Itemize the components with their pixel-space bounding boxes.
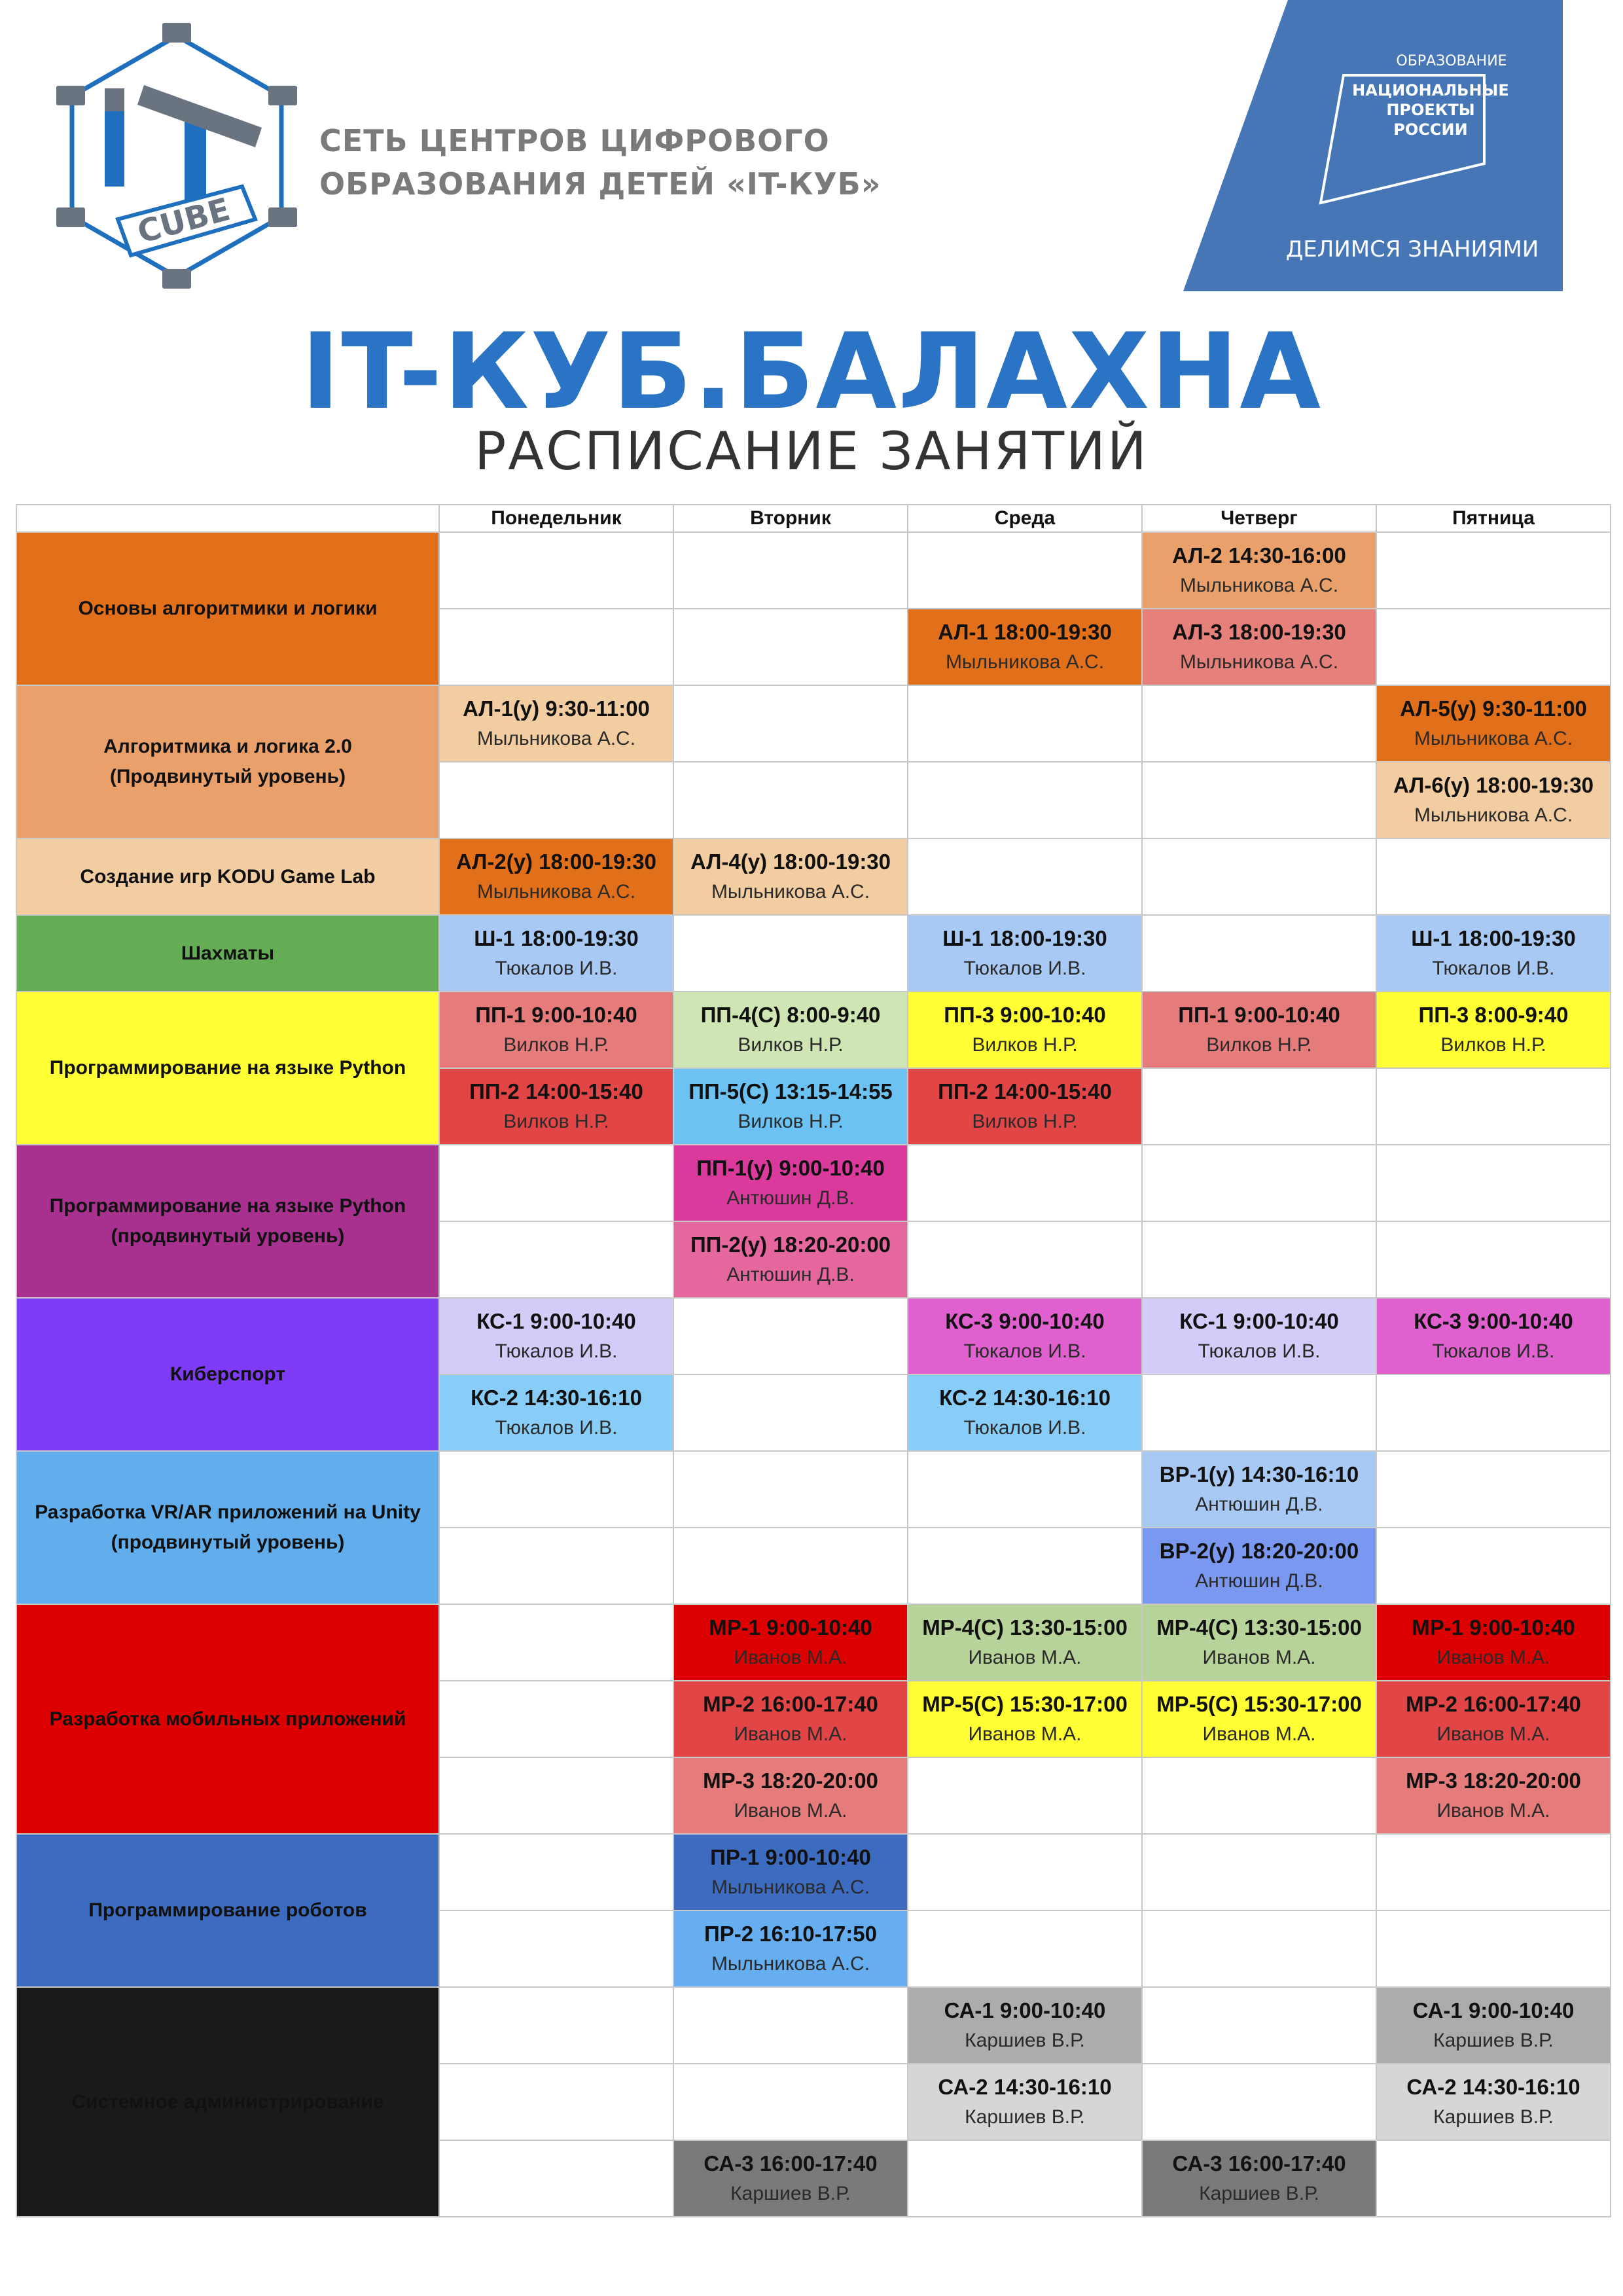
class-group-time: ПР-2 16:10-17:50 (704, 1921, 878, 1946)
subject-cell: Алгоритмика и логика 2.0 (Продвинутый уровень) (16, 685, 439, 838)
class-group-time: ПП-3 8:00-9:40 (1418, 1002, 1569, 1027)
class-teacher: Тюкалов И.В. (1432, 1340, 1555, 1362)
schedule-row (16, 915, 1611, 992)
class-group-time: МР-2 16:00-17:40 (1406, 1691, 1581, 1716)
empty-slot (908, 1451, 1142, 1528)
empty-slot (1142, 915, 1376, 992)
class-slot (908, 1604, 1142, 1681)
empty-slot (439, 762, 673, 838)
empty-slot (908, 1145, 1142, 1221)
class-teacher: Иванов М.А. (734, 1723, 847, 1745)
schedule-header-row (16, 505, 1611, 532)
schedule-row (16, 1451, 1611, 1528)
empty-slot (1142, 1910, 1376, 1987)
class-group-time: КС-1 9:00-10:40 (476, 1308, 636, 1333)
empty-slot (673, 1528, 908, 1604)
empty-slot (1142, 1987, 1376, 2064)
class-slot (439, 1374, 673, 1451)
class-slot (908, 1298, 1142, 1374)
class-teacher: Вилков Н.Р. (503, 1110, 609, 1132)
class-group-time: СА-2 14:30-16:10 (938, 2074, 1112, 2099)
class-slot (673, 1068, 908, 1145)
class-group-time: СА-3 16:00-17:40 (704, 2151, 878, 2176)
class-group-time: КС-3 9:00-10:40 (945, 1308, 1105, 1333)
class-group-time: ПП-2(у) 18:20-20:00 (690, 1232, 891, 1257)
class-slot (1376, 762, 1611, 838)
empty-slot (439, 1757, 673, 1834)
empty-slot (908, 1528, 1142, 1604)
class-teacher: Вилков Н.Р. (1440, 1033, 1546, 1056)
class-group-time: ПП-1(у) 9:00-10:40 (696, 1155, 885, 1180)
empty-slot (908, 685, 1142, 762)
schedule-row (16, 1298, 1611, 1374)
empty-slot (439, 609, 673, 685)
empty-slot (439, 1681, 673, 1757)
subject-cell: Шахматы (16, 915, 439, 992)
class-group-time: ПП-2 14:00-15:40 (469, 1079, 643, 1103)
class-slot (673, 838, 908, 915)
logo-text: CUBE (134, 190, 234, 251)
class-teacher: Мыльникова А.С. (711, 880, 870, 903)
empty-slot (1142, 1757, 1376, 1834)
schedule-row (16, 685, 1611, 762)
class-slot (439, 1068, 673, 1145)
class-teacher: Мыльникова А.С. (1179, 574, 1339, 596)
it-cube-logo (46, 23, 308, 301)
class-group-time: ПП-5(С) 13:15-14:55 (688, 1079, 893, 1103)
class-slot (1376, 1604, 1611, 1681)
schedule-row (16, 1604, 1611, 1681)
banner-project-line3: РОССИИ (1393, 120, 1468, 139)
class-slot (908, 1068, 1142, 1145)
class-slot (1142, 2140, 1376, 2217)
page-title: IT-КУБ.БАЛАХНА (300, 310, 1323, 433)
schedule-body (16, 532, 1611, 2217)
day-header: Понедельник (439, 505, 673, 532)
empty-slot (673, 1298, 908, 1374)
class-teacher: Иванов М.А. (1436, 1799, 1550, 1821)
class-slot (908, 915, 1142, 992)
empty-slot (673, 762, 908, 838)
class-slot (1142, 992, 1376, 1068)
class-slot (673, 1681, 908, 1757)
empty-slot (439, 2064, 673, 2140)
empty-slot (1142, 1374, 1376, 1451)
empty-slot (673, 2064, 908, 2140)
empty-slot (1376, 609, 1611, 685)
subject-cell: Разработка мобильных приложений (16, 1604, 439, 1834)
empty-slot (1142, 685, 1376, 762)
class-slot (1376, 1757, 1611, 1834)
empty-slot (1376, 1068, 1611, 1145)
class-slot (1142, 1681, 1376, 1757)
class-group-time: АЛ-1(у) 9:30-11:00 (463, 696, 650, 721)
empty-slot (673, 532, 908, 609)
class-group-time: МР-4(С) 13:30-15:00 (1156, 1615, 1362, 1640)
class-teacher: Иванов М.А. (734, 1799, 847, 1821)
empty-slot (1376, 1834, 1611, 1910)
subject-cell: Системное администрирование (16, 1987, 439, 2217)
class-slot (1376, 2064, 1611, 2140)
class-teacher: Иванов М.А. (968, 1646, 1082, 1668)
class-slot (908, 992, 1142, 1068)
empty-slot (908, 762, 1142, 838)
schedule-row (16, 1145, 1611, 1221)
subject-cell: Создание игр KODU Game Lab (16, 838, 439, 915)
class-slot (1142, 1451, 1376, 1528)
class-group-time: ВР-1(у) 14:30-16:10 (1159, 1462, 1359, 1486)
empty-slot (1142, 1221, 1376, 1298)
empty-slot (1142, 1068, 1376, 1145)
empty-slot (439, 1604, 673, 1681)
class-teacher: Мыльникова А.С. (476, 727, 636, 749)
class-group-time: МР-5(С) 15:30-17:00 (1156, 1691, 1362, 1716)
class-group-time: АЛ-1 18:00-19:30 (938, 619, 1112, 644)
empty-slot (439, 1910, 673, 1987)
class-group-time: АЛ-5(у) 9:30-11:00 (1400, 696, 1587, 721)
empty-slot (673, 1987, 908, 2064)
class-slot (1142, 609, 1376, 685)
subject-cell: Программирование на языке Python (продвинутый уровень) (16, 1145, 439, 1298)
class-group-time: ПП-1 9:00-10:40 (475, 1002, 637, 1027)
empty-slot (908, 1757, 1142, 1834)
class-teacher: Тюкалов И.В. (1432, 957, 1555, 979)
class-group-time: СА-1 9:00-10:40 (944, 1998, 1106, 2022)
empty-slot (1142, 1834, 1376, 1910)
class-teacher: Каршиев В.Р. (730, 2182, 851, 2204)
network-title-line1: СЕТЬ ЦЕНТРОВ ЦИФРОВОГО (319, 123, 830, 158)
class-group-time: ПП-3 9:00-10:40 (944, 1002, 1106, 1027)
class-teacher: Иванов М.А. (1202, 1723, 1316, 1745)
class-slot (908, 1681, 1142, 1757)
class-group-time: ПП-2 14:00-15:40 (938, 1079, 1112, 1103)
class-slot (439, 838, 673, 915)
class-teacher: Мыльникова А.С. (711, 1952, 870, 1975)
class-teacher: Каршиев В.Р. (965, 2029, 1085, 2051)
empty-slot (1376, 1528, 1611, 1604)
class-slot (1376, 685, 1611, 762)
empty-slot (1376, 2140, 1611, 2217)
empty-slot (908, 1910, 1142, 1987)
class-teacher: Иванов М.А. (1436, 1723, 1550, 1745)
class-teacher: Антюшин Д.В. (1195, 1570, 1323, 1592)
class-slot (673, 1145, 908, 1221)
empty-slot (439, 2140, 673, 2217)
class-teacher: Иванов М.А. (1436, 1646, 1550, 1668)
class-group-time: МР-5(С) 15:30-17:00 (922, 1691, 1128, 1716)
class-slot (439, 685, 673, 762)
empty-slot (1376, 1910, 1611, 1987)
class-slot (1376, 915, 1611, 992)
class-teacher: Мыльникова А.С. (945, 651, 1105, 673)
empty-slot (439, 1221, 673, 1298)
empty-slot (1376, 1451, 1611, 1528)
class-group-time: МР-1 9:00-10:40 (1412, 1615, 1575, 1640)
empty-slot (908, 838, 1142, 915)
class-teacher: Вилков Н.Р. (503, 1033, 609, 1056)
banner-project-line2: ПРОЕКТЫ (1386, 101, 1475, 119)
class-slot (908, 2064, 1142, 2140)
empty-slot (439, 1145, 673, 1221)
class-slot (673, 2140, 908, 2217)
class-slot (908, 1987, 1142, 2064)
empty-slot (439, 1451, 673, 1528)
class-teacher: Мыльникова А.С. (1414, 804, 1573, 826)
schedule-row (16, 838, 1611, 915)
class-group-time: КС-2 14:30-16:10 (939, 1385, 1111, 1410)
empty-slot (908, 2140, 1142, 2217)
class-group-time: АЛ-3 18:00-19:30 (1172, 619, 1346, 644)
empty-slot (1376, 1145, 1611, 1221)
empty-slot (1376, 532, 1611, 609)
class-teacher: Каршиев В.Р. (1199, 2182, 1319, 2204)
schedule-row (16, 992, 1611, 1068)
class-group-time: МР-1 9:00-10:40 (709, 1615, 872, 1640)
class-group-time: КС-2 14:30-16:10 (471, 1385, 642, 1410)
empty-slot (1376, 1374, 1611, 1451)
empty-slot (673, 915, 908, 992)
class-slot (1142, 1604, 1376, 1681)
banner-top-label: ОБРАЗОВАНИЕ (1396, 53, 1507, 69)
header-subject-cell (16, 505, 439, 532)
empty-slot (673, 685, 908, 762)
class-slot (908, 1374, 1142, 1451)
empty-slot (1142, 762, 1376, 838)
class-slot (673, 1221, 908, 1298)
day-header: Среда (908, 505, 1142, 532)
national-projects-banner (1183, 0, 1563, 291)
empty-slot (1142, 1145, 1376, 1221)
class-teacher: Тюкалов И.В. (963, 957, 1086, 979)
class-group-time: МР-4(С) 13:30-15:00 (922, 1615, 1128, 1640)
class-teacher: Вилков Н.Р. (972, 1033, 1078, 1056)
subject-cell: Разработка VR/AR приложений на Unity (продвинутый уровень) (16, 1451, 439, 1604)
class-teacher: Тюкалов И.В. (963, 1340, 1086, 1362)
empty-slot (673, 1374, 908, 1451)
class-teacher: Мыльникова А.С. (711, 1876, 870, 1898)
class-slot (1142, 1298, 1376, 1374)
class-teacher: Антюшин Д.В. (726, 1263, 855, 1285)
class-group-time: АЛ-2(у) 18:00-19:30 (455, 849, 657, 874)
class-group-time: ПП-4(С) 8:00-9:40 (700, 1002, 881, 1027)
class-teacher: Мыльникова А.С. (1414, 727, 1573, 749)
class-group-time: АЛ-6(у) 18:00-19:30 (1393, 772, 1594, 797)
class-slot (439, 915, 673, 992)
empty-slot (673, 609, 908, 685)
class-group-time: СА-3 16:00-17:40 (1172, 2151, 1346, 2176)
subject-cell: Программирование роботов (16, 1834, 439, 1987)
class-slot (439, 1298, 673, 1374)
class-slot (673, 1910, 908, 1987)
class-group-time: Ш-1 18:00-19:30 (1411, 925, 1576, 950)
banner-project-line1: НАЦИОНАЛЬНЫЕ (1352, 81, 1509, 99)
network-title (319, 119, 908, 206)
class-slot (1376, 992, 1611, 1068)
class-teacher: Каршиев В.Р. (965, 2106, 1085, 2128)
class-group-time: ПП-1 9:00-10:40 (1178, 1002, 1340, 1027)
empty-slot (673, 1451, 908, 1528)
class-slot (673, 1834, 908, 1910)
class-group-time: ВР-2(у) 18:20-20:00 (1159, 1538, 1359, 1563)
schedule-row (16, 532, 1611, 609)
empty-slot (908, 1221, 1142, 1298)
class-teacher: Антюшин Д.В. (1195, 1493, 1323, 1515)
empty-slot (908, 532, 1142, 609)
schedule-table (16, 504, 1611, 2217)
class-teacher: Тюкалов И.В. (495, 1340, 618, 1362)
class-slot (1376, 1681, 1611, 1757)
class-group-time: ПР-1 9:00-10:40 (710, 1844, 871, 1869)
day-header: Пятница (1376, 505, 1611, 532)
class-slot (908, 609, 1142, 685)
class-slot (673, 1604, 908, 1681)
empty-slot (908, 1834, 1142, 1910)
class-group-time: МР-2 16:00-17:40 (703, 1691, 878, 1716)
class-teacher: Мыльникова А.С. (476, 880, 636, 903)
class-slot (1376, 1987, 1611, 2064)
class-group-time: АЛ-2 14:30-16:00 (1172, 543, 1346, 567)
empty-slot (439, 532, 673, 609)
class-teacher: Вилков Н.Р. (1206, 1033, 1312, 1056)
class-teacher: Мыльникова А.С. (1179, 651, 1339, 673)
page-subtitle: РАСПИСАНИЕ ЗАНЯТИЙ (474, 421, 1149, 482)
subject-cell: Программирование на языке Python (16, 992, 439, 1145)
class-teacher: Иванов М.А. (734, 1646, 847, 1668)
class-teacher: Тюкалов И.В. (963, 1416, 1086, 1439)
subject-cell: Основы алгоритмики и логики (16, 532, 439, 685)
schedule-row (16, 1834, 1611, 1910)
subject-cell: Киберспорт (16, 1298, 439, 1451)
schedule-row (16, 1987, 1611, 2064)
class-teacher: Вилков Н.Р. (738, 1110, 844, 1132)
empty-slot (1376, 1221, 1611, 1298)
class-group-time: Ш-1 18:00-19:30 (474, 925, 639, 950)
class-group-time: МР-3 18:20-20:00 (703, 1768, 878, 1793)
class-teacher: Иванов М.А. (1202, 1646, 1316, 1668)
class-teacher: Вилков Н.Р. (972, 1110, 1078, 1132)
empty-slot (439, 1528, 673, 1604)
empty-slot (439, 1987, 673, 2064)
class-teacher: Антюшин Д.В. (726, 1187, 855, 1209)
day-header: Четверг (1142, 505, 1376, 532)
class-teacher: Каршиев В.Р. (1433, 2029, 1554, 2051)
class-slot (673, 1757, 908, 1834)
class-teacher: Иванов М.А. (968, 1723, 1082, 1745)
class-group-time: СА-2 14:30-16:10 (1406, 2074, 1580, 2099)
class-slot (439, 992, 673, 1068)
day-header: Вторник (673, 505, 908, 532)
empty-slot (439, 1834, 673, 1910)
class-teacher: Тюкалов И.В. (495, 1416, 618, 1439)
class-group-time: МР-3 18:20-20:00 (1406, 1768, 1581, 1793)
class-teacher: Тюкалов И.В. (1198, 1340, 1321, 1362)
empty-slot (1376, 838, 1611, 915)
class-slot (673, 992, 908, 1068)
class-group-time: КС-1 9:00-10:40 (1179, 1308, 1339, 1333)
class-teacher: Тюкалов И.В. (495, 957, 618, 979)
class-slot (1376, 1298, 1611, 1374)
class-teacher: Вилков Н.Р. (738, 1033, 844, 1056)
class-group-time: КС-3 9:00-10:40 (1414, 1308, 1573, 1333)
class-group-time: АЛ-4(у) 18:00-19:30 (690, 849, 891, 874)
class-slot (1142, 1528, 1376, 1604)
banner-slogan: ДЕЛИМСЯ ЗНАНИЯМИ (1285, 236, 1539, 262)
class-group-time: Ш-1 18:00-19:30 (942, 925, 1107, 950)
class-group-time: СА-1 9:00-10:40 (1412, 1998, 1575, 2022)
class-slot (1142, 532, 1376, 609)
empty-slot (1142, 838, 1376, 915)
network-title-line2: ОБРАЗОВАНИЯ ДЕТЕЙ «IT-КУБ» (319, 166, 882, 202)
class-teacher: Каршиев В.Р. (1433, 2106, 1554, 2128)
empty-slot (1142, 2064, 1376, 2140)
